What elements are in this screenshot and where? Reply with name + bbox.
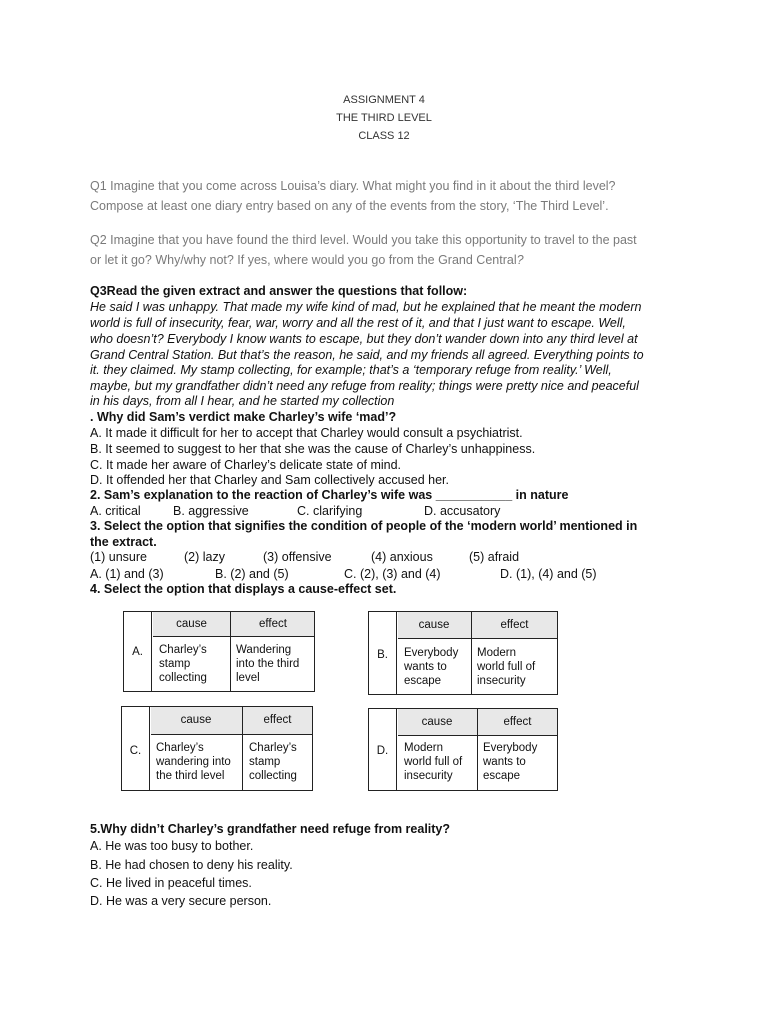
table-c-cause-header: cause (180, 714, 212, 726)
table-d-cause-header: cause (421, 716, 453, 728)
table-d-effect-header: effect (503, 716, 532, 728)
assignment-number: ASSIGNMENT 4 (343, 94, 425, 106)
q3-sub1-question: . Why did Sam’s verdict make Charley’s wife ‘mad’? (90, 410, 397, 424)
table-a-effect-header: effect (259, 618, 287, 630)
table-c-effect-header: effect (263, 714, 292, 726)
q3-sub1-option-d: D. It offended her that Charley and Sam collectively accused her. (90, 473, 449, 487)
q3-sub2-option-c: C. clarifying (297, 504, 363, 518)
table-c-effect: Charley’s stamp collecting (249, 742, 297, 782)
table-b-effect-header: effect (500, 619, 529, 631)
q3-sub5-option-d: D. He was a very secure person. (90, 894, 272, 908)
q3-sub5-question: 5.Why didn’t Charley’s grandfather need refuge from reality? (90, 822, 451, 836)
class-label: CLASS 12 (358, 130, 410, 142)
table-c-cause: Charley’s wandering into the third level (156, 742, 231, 782)
cause-effect-table-d (368, 708, 558, 791)
question-2-line-2 (90, 250, 690, 270)
table-b-cause-header: cause (418, 619, 450, 631)
q3-sub3-question-cont: the extract. (90, 535, 157, 549)
q3-sub5-option-c: C. He lived in peaceful times. (90, 876, 252, 890)
q3-sub3-item: (2) lazy (184, 550, 225, 564)
question-2 (90, 230, 690, 270)
q3-heading: Q3Read the given extract and answer the questions that follow: (90, 284, 468, 298)
extract-line: it. they claimed. My stamp collecting, for example; that’s a ‘temporary refuge from reality.’ Well, (90, 363, 612, 377)
extract-line: Grand Central Station. But that’s the reason, he said, and my friends all agreed. Everything points to (90, 348, 644, 362)
table-d-cause: Modern world full of insecurity (404, 742, 463, 782)
q3-sub1-option-b: B. It seemed to suggest to her that she was the cause of Charley’s unhappiness. (90, 442, 536, 456)
q3-sub3-item: (3) offensive (263, 550, 332, 564)
table-a-cause: Charley’s stamp collecting (159, 644, 207, 684)
table-a-effect: Wandering into the third level (236, 644, 300, 684)
q3-sub4-question: 4. Select the option that displays a cause-effect set. (90, 582, 397, 596)
table-b-cause: Everybody wants to escape (404, 647, 459, 687)
question-1 (90, 176, 690, 216)
extract-line: maybe, but my grandfather didn’t need any refuge from reality; things were pretty nice and peaceful (90, 379, 639, 393)
cause-effect-table-a (123, 611, 315, 692)
extract-line: who doesn’t? Everybody I know wants to escape, but they don’t wander down into any third level at (90, 332, 638, 346)
q3-sub2-option-d: D. accusatory (424, 504, 501, 518)
q3-sub2-option-a: A. critical (90, 504, 141, 518)
question-2-line-1: Q2 Imagine that you have found the third level. Would you take this opportunity to travel to the past (90, 233, 637, 247)
q3-sub3-option-b: B. (2) and (5) (215, 567, 289, 581)
table-d-label: D. (376, 745, 389, 757)
extract-line: He said I was unhappy. That made my wife kind of mad, but he explained that he meant the modern (90, 300, 642, 314)
q3-sub1-option-c: C. It made her aware of Charley’s delicate state of mind. (90, 458, 402, 472)
table-c-label: C. (129, 745, 142, 757)
q3-sub3-question: 3. Select the option that signifies the condition of people of the ‘modern world’ mentioned in (90, 519, 638, 533)
q3-sub3-item: (4) anxious (371, 550, 433, 564)
chapter-title: THE THIRD LEVEL (336, 112, 432, 124)
question-1-line-2: Compose at least one diary entry based on any of the events from the story, ‘The Third Level’. (90, 199, 609, 213)
q3-sub2-question: 2. Sam’s explanation to the reaction of Charley’s wife was ___________ in nature (90, 488, 569, 502)
extract-line: in his days, from all I hear, and he started my collection (90, 394, 395, 408)
cause-effect-table-b (368, 611, 558, 695)
question-2-line-2-end: ? (516, 253, 524, 267)
q3-sub3-item: (1) unsure (90, 550, 147, 564)
cause-effect-table-c (121, 706, 313, 791)
table-b-label: B. (377, 649, 388, 661)
q3-sub2-option-b: B. aggressive (173, 504, 249, 518)
extract-line: world is full of insecurity, fear, war, worry and all the rest of it, and that I just want to escape. Well, (90, 316, 626, 330)
table-d-effect: Everybody wants to escape (483, 742, 538, 782)
question-1-line-1: Q1 Imagine that you come across Louisa’s diary. What might you find in it about the third level? (90, 179, 616, 193)
table-b-effect: Modern world full of insecurity (477, 647, 536, 687)
q3-sub3-option-a: A. (1) and (3) (90, 567, 164, 581)
question-2-line-2-text: or let it go? Why/why not? If yes, where would you go from the Grand Central (90, 253, 517, 267)
table-a-cause-header: cause (176, 618, 207, 630)
q3-sub5-option-b: B. He had chosen to deny his reality. (90, 858, 293, 872)
table-a-label: A. (132, 646, 143, 658)
q3-sub3-item: (5) afraid (469, 550, 520, 564)
q3-sub3-option-c: C. (2), (3) and (4) (344, 567, 441, 581)
q3-sub3-option-d: D. (1), (4) and (5) (500, 567, 597, 581)
q3-sub1-option-a: A. It made it difficult for her to accept that Charley would consult a psychiatrist. (90, 426, 523, 440)
q3-sub5-option-a: A. He was too busy to bother. (90, 839, 254, 853)
